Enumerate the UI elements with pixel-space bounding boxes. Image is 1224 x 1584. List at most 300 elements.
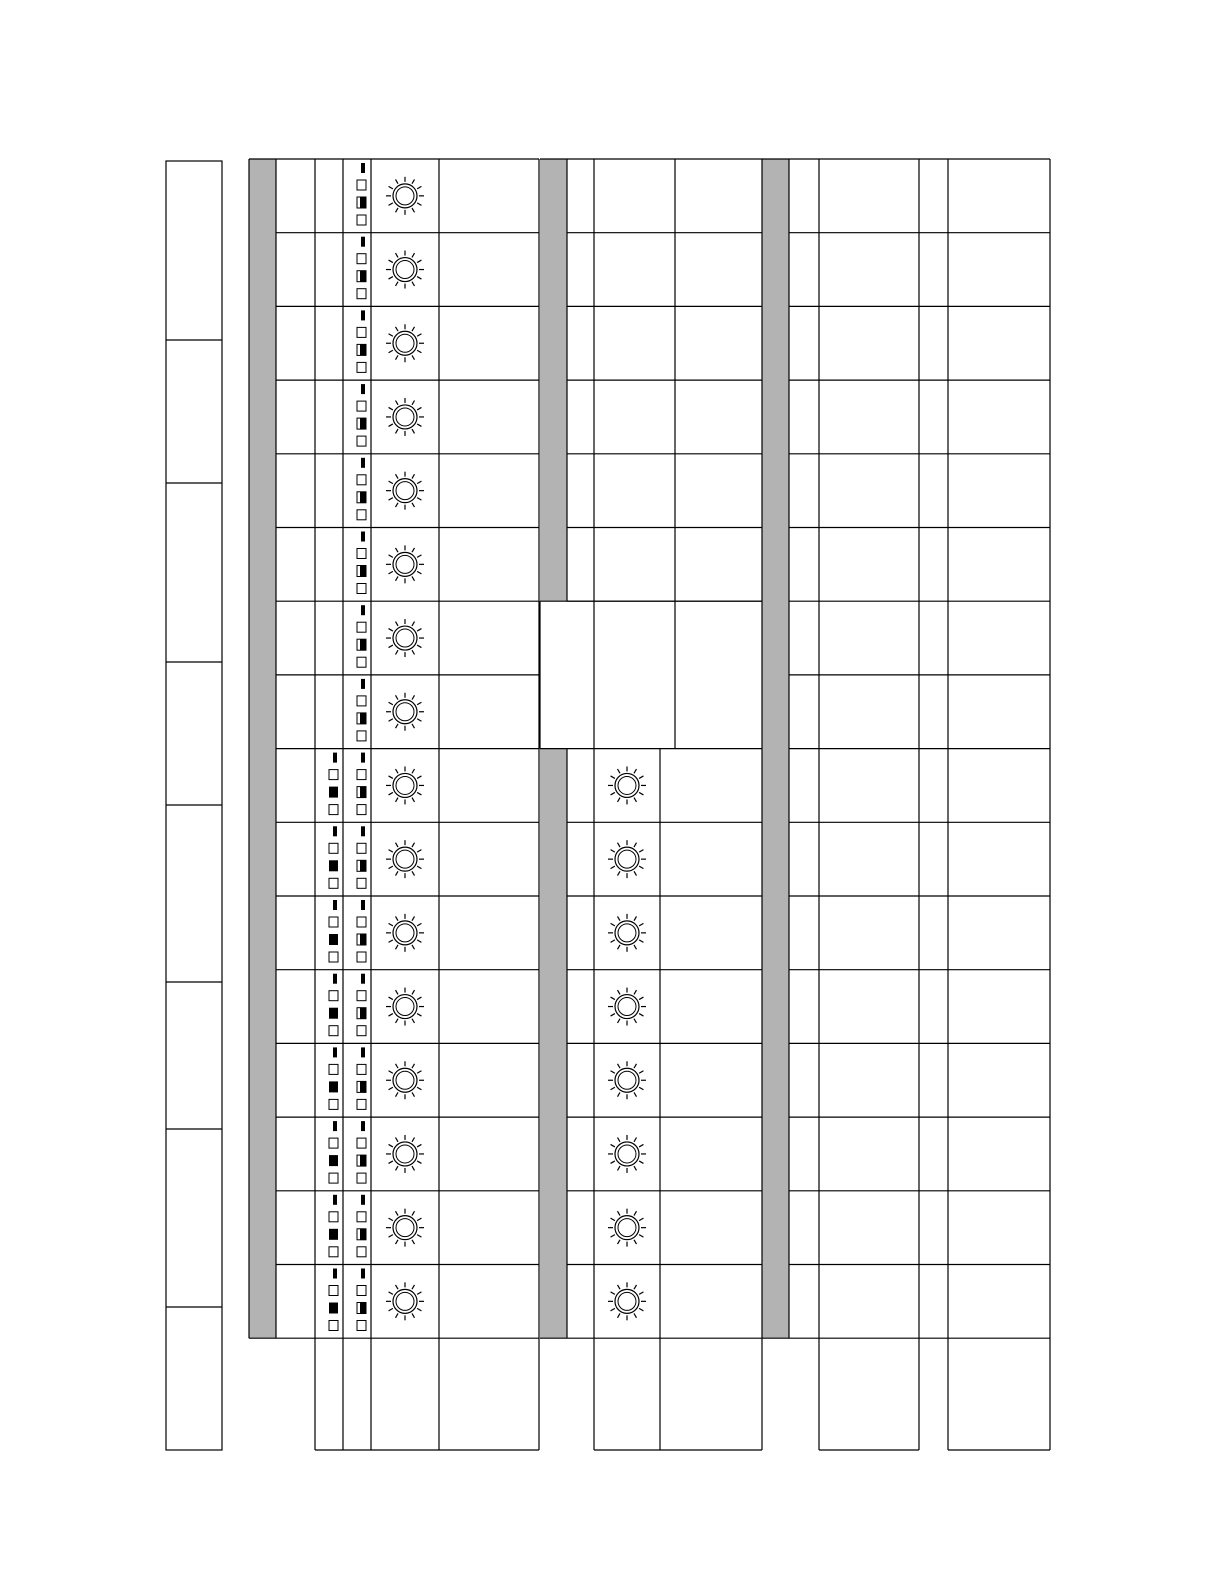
dial-knob-icon (386, 693, 424, 731)
dial-knob-icon (386, 1135, 424, 1173)
knob-tick (396, 622, 399, 626)
dial-knob-icon (386, 324, 424, 362)
knob-face (396, 924, 414, 942)
knob-tick (611, 1308, 615, 1311)
knob-ring (615, 1289, 639, 1313)
pictogram-box (357, 254, 366, 264)
knob-tick (412, 724, 415, 728)
knob-tick (639, 997, 643, 1000)
pictogram-box (357, 327, 366, 337)
level-pictogram-icon (329, 826, 338, 888)
dial-knob-icon (386, 177, 424, 215)
knob-face (396, 850, 414, 868)
knob-tick (412, 798, 415, 802)
knob-tick (412, 179, 415, 183)
knob-face (396, 1292, 414, 1310)
pictogram-block-fill (360, 344, 366, 355)
knob-tick (611, 776, 615, 779)
knob-tick (389, 719, 393, 722)
pictogram-tab (333, 1121, 337, 1131)
level-pictogram-icon (357, 826, 366, 888)
knob-tick (396, 474, 399, 478)
knob-tick (412, 355, 415, 359)
knob-tick (412, 253, 415, 257)
pictogram-box (357, 805, 366, 815)
dial-knob-icon (386, 619, 424, 657)
knob-face (396, 776, 414, 794)
knob-face (396, 334, 414, 352)
knob-ring (393, 700, 417, 724)
pictogram-box (357, 878, 366, 888)
knob-face (396, 1071, 414, 1089)
pictogram-tab (333, 1047, 337, 1057)
knob-tick (618, 1064, 621, 1068)
knob-tick (396, 503, 399, 507)
knob-tick (639, 1144, 643, 1147)
knob-tick (611, 850, 615, 853)
pictogram-box (357, 475, 366, 485)
pictogram-block-fill (360, 566, 366, 577)
knob-tick (396, 945, 399, 949)
knob-tick (417, 260, 421, 263)
knob-tick (412, 400, 415, 404)
knob-tick (639, 850, 643, 853)
knob-tick (396, 843, 399, 847)
knob-ring (393, 258, 417, 282)
knob-tick (417, 498, 421, 501)
knob-face (618, 776, 636, 794)
knob-ring (615, 1068, 639, 1092)
dial-knob-icon (386, 840, 424, 878)
knob-tick (639, 776, 643, 779)
panel-b-shade-upper (540, 159, 567, 601)
pictogram-block-fill (360, 639, 366, 650)
knob-tick (618, 1019, 621, 1023)
knob-ring (393, 921, 417, 945)
pictogram-block-fill (360, 271, 366, 282)
knob-face (618, 1292, 636, 1310)
pictogram-box (329, 878, 338, 888)
knob-tick (417, 776, 421, 779)
knob-tick (417, 277, 421, 280)
level-pictogram-icon (357, 1121, 366, 1183)
level-pictogram-icon (357, 900, 366, 962)
knob-face (618, 924, 636, 942)
knob-tick (618, 1166, 621, 1170)
knob-tick (639, 1292, 643, 1295)
knob-tick (389, 203, 393, 206)
knob-tick (389, 1292, 393, 1295)
pictogram-box (357, 622, 366, 632)
pictogram-box (357, 362, 366, 372)
knob-ring (393, 1216, 417, 1240)
pictogram-tab (361, 1121, 365, 1131)
pictogram-box (357, 696, 366, 706)
pictogram-box (329, 805, 338, 815)
knob-tick (611, 1144, 615, 1147)
knob-tick (389, 424, 393, 427)
knob-tick (417, 792, 421, 795)
knob-tick (389, 645, 393, 648)
level-pictogram-icon (357, 605, 366, 667)
pictogram-box (357, 770, 366, 780)
level-pictogram-icon (329, 1269, 338, 1331)
pictogram-block-fill (360, 934, 366, 945)
knob-tick (389, 571, 393, 574)
knob-face (396, 1145, 414, 1163)
pictogram-box (357, 401, 366, 411)
knob-face (396, 998, 414, 1016)
knob-tick (396, 871, 399, 875)
knob-tick (389, 1161, 393, 1164)
knob-tick (611, 940, 615, 943)
knob-tick (412, 1137, 415, 1141)
knob-tick (639, 1014, 643, 1017)
knob-ring (393, 331, 417, 355)
knob-tick (396, 1166, 399, 1170)
knob-tick (634, 990, 637, 994)
knob-face (618, 1145, 636, 1163)
level-pictogram-icon (357, 532, 366, 594)
knob-tick (634, 1240, 637, 1244)
pictogram-tab (361, 458, 365, 468)
knob-tick (412, 650, 415, 654)
knob-tick (618, 916, 621, 920)
pictogram-block-fill (360, 1155, 366, 1166)
dial-knob-icon (608, 1209, 646, 1247)
knob-tick (611, 923, 615, 926)
knob-tick (639, 923, 643, 926)
knob-tick (634, 769, 637, 773)
knob-tick (417, 407, 421, 410)
level-pictogram-icon (357, 1269, 366, 1331)
knob-tick (417, 424, 421, 427)
knob-face (396, 482, 414, 500)
knob-face (618, 850, 636, 868)
knob-tick (639, 1308, 643, 1311)
pictogram-box (329, 1212, 338, 1222)
dial-knob-icon (386, 914, 424, 952)
pictogram-block-fill (360, 1303, 366, 1314)
pictogram-block (329, 934, 338, 945)
knob-tick (417, 203, 421, 206)
pictogram-box (357, 1286, 366, 1296)
level-pictogram-icon (329, 900, 338, 962)
knob-tick (634, 1137, 637, 1141)
dial-knob-icon (608, 914, 646, 952)
knob-face (618, 1071, 636, 1089)
pictogram-tab (361, 1269, 365, 1279)
knob-face (396, 261, 414, 279)
knob-tick (634, 1285, 637, 1289)
knob-tick (389, 1218, 393, 1221)
pictogram-box (357, 549, 366, 559)
knob-tick (634, 1166, 637, 1170)
knob-tick (389, 1308, 393, 1311)
panel-a-shade (249, 159, 276, 1338)
knob-ring (393, 1289, 417, 1313)
knob-tick (396, 576, 399, 580)
pictogram-tab (361, 679, 365, 689)
knob-tick (611, 997, 615, 1000)
knob-tick (634, 1092, 637, 1096)
knob-ring (615, 921, 639, 945)
pictogram-tab (361, 163, 365, 173)
knob-tick (417, 997, 421, 1000)
knob-tick (611, 1292, 615, 1295)
pictogram-tab (361, 237, 365, 247)
level-pictogram-icon (329, 1121, 338, 1183)
knob-tick (611, 792, 615, 795)
knob-tick (396, 1064, 399, 1068)
pictogram-box (357, 289, 366, 299)
pictogram-box (357, 843, 366, 853)
knob-tick (396, 1019, 399, 1023)
knob-tick (417, 645, 421, 648)
pictogram-box (329, 1099, 338, 1109)
pictogram-tab (333, 1269, 337, 1279)
knob-tick (417, 334, 421, 337)
dial-knob-icon (608, 1061, 646, 1099)
level-pictogram-icon (329, 974, 338, 1036)
pictogram-box (357, 917, 366, 927)
pictogram-block-fill (360, 787, 366, 798)
level-pictogram-icon (357, 974, 366, 1036)
knob-tick (417, 719, 421, 722)
knob-tick (396, 1137, 399, 1141)
level-pictogram-icon (357, 237, 366, 299)
level-pictogram-icon (357, 753, 366, 815)
knob-tick (396, 429, 399, 433)
knob-tick (417, 702, 421, 705)
pictogram-block-fill (360, 713, 366, 724)
knob-tick (412, 1285, 415, 1289)
pictogram-block (329, 1008, 338, 1019)
pictogram-box (357, 1026, 366, 1036)
knob-tick (634, 798, 637, 802)
knob-tick (412, 282, 415, 286)
knob-tick (618, 1285, 621, 1289)
pictogram-box (357, 952, 366, 962)
knob-tick (634, 945, 637, 949)
pictogram-tab (333, 753, 337, 763)
knob-tick (412, 945, 415, 949)
level-pictogram-icon (357, 1195, 366, 1257)
dial-knob-icon (608, 1135, 646, 1173)
knob-ring (615, 773, 639, 797)
level-pictogram-icon (357, 310, 366, 372)
knob-tick (396, 650, 399, 654)
knob-tick (611, 866, 615, 869)
knob-tick (417, 850, 421, 853)
dial-knob-icon (386, 1061, 424, 1099)
left-label-strip (166, 161, 222, 1450)
form-grid (249, 159, 1050, 1450)
knob-tick (412, 1064, 415, 1068)
knob-tick (618, 843, 621, 847)
pictogram-tab (361, 1195, 365, 1205)
pictogram-box (357, 1247, 366, 1257)
knob-tick (389, 1235, 393, 1238)
knob-tick (412, 990, 415, 994)
knob-tick (417, 940, 421, 943)
pictogram-tab (361, 310, 365, 320)
knob-tick (618, 798, 621, 802)
level-pictogram-icon (357, 679, 366, 741)
knob-tick (396, 1285, 399, 1289)
knob-tick (389, 923, 393, 926)
pictogram-box (357, 1064, 366, 1074)
knob-tick (618, 945, 621, 949)
knob-ring (615, 847, 639, 871)
knob-tick (639, 1071, 643, 1074)
knob-tick (634, 871, 637, 875)
knob-tick (611, 1014, 615, 1017)
knob-tick (634, 916, 637, 920)
form-icons (329, 163, 646, 1331)
knob-tick (618, 769, 621, 773)
pictogram-box (329, 770, 338, 780)
knob-tick (417, 186, 421, 189)
knob-tick (389, 792, 393, 795)
knob-tick (417, 1144, 421, 1147)
knob-tick (389, 481, 393, 484)
level-pictogram-icon (357, 163, 366, 225)
knob-face (396, 408, 414, 426)
knob-tick (389, 260, 393, 263)
knob-tick (417, 1235, 421, 1238)
knob-face (618, 1219, 636, 1237)
knob-tick (412, 843, 415, 847)
dial-knob-icon (386, 472, 424, 510)
knob-tick (389, 1071, 393, 1074)
knob-tick (389, 555, 393, 558)
knob-tick (396, 1240, 399, 1244)
pictogram-box (329, 843, 338, 853)
knob-tick (618, 1092, 621, 1096)
dial-knob-icon (608, 1282, 646, 1320)
pictogram-block (329, 1303, 338, 1314)
knob-tick (412, 429, 415, 433)
pictogram-box (357, 1099, 366, 1109)
pictogram-block (329, 1155, 338, 1166)
pictogram-box (329, 1064, 338, 1074)
knob-face (396, 629, 414, 647)
pictogram-block-fill (360, 418, 366, 429)
knob-tick (618, 990, 621, 994)
pictogram-box (357, 180, 366, 190)
knob-tick (412, 1240, 415, 1244)
knob-tick (417, 1161, 421, 1164)
knob-ring (393, 1142, 417, 1166)
level-pictogram-icon (329, 1047, 338, 1109)
knob-tick (417, 555, 421, 558)
pictogram-tab (333, 1195, 337, 1205)
knob-tick (389, 1144, 393, 1147)
knob-tick (634, 843, 637, 847)
knob-tick (396, 327, 399, 331)
pictogram-box (357, 731, 366, 741)
level-pictogram-icon (357, 384, 366, 446)
dial-knob-icon (386, 1282, 424, 1320)
knob-tick (634, 1064, 637, 1068)
pictogram-box (329, 1247, 338, 1257)
knob-tick (412, 208, 415, 212)
pictogram-box (357, 215, 366, 225)
pictogram-tab (361, 532, 365, 542)
knob-tick (417, 1087, 421, 1090)
knob-tick (389, 186, 393, 189)
pictogram-block (329, 860, 338, 871)
knob-face (396, 1219, 414, 1237)
knob-tick (611, 1235, 615, 1238)
knob-tick (639, 866, 643, 869)
dial-knob-icon (386, 1209, 424, 1247)
panel-c-shade (762, 159, 789, 1338)
knob-tick (417, 481, 421, 484)
knob-tick (639, 1161, 643, 1164)
knob-tick (412, 1166, 415, 1170)
pictogram-tab (361, 974, 365, 984)
knob-tick (389, 1014, 393, 1017)
knob-tick (396, 400, 399, 404)
knob-tick (396, 208, 399, 212)
pictogram-box (357, 657, 366, 667)
knob-face (396, 187, 414, 205)
dial-knob-icon (386, 766, 424, 804)
knob-tick (417, 1014, 421, 1017)
knob-tick (412, 503, 415, 507)
knob-tick (412, 474, 415, 478)
knob-tick (618, 1211, 621, 1215)
pictogram-block-fill (360, 1081, 366, 1092)
pictogram-tab (361, 753, 365, 763)
level-pictogram-icon (357, 1047, 366, 1109)
knob-tick (611, 1161, 615, 1164)
pictogram-tab (333, 826, 337, 836)
knob-ring (393, 995, 417, 1019)
knob-tick (396, 253, 399, 257)
knob-tick (389, 629, 393, 632)
knob-tick (412, 327, 415, 331)
pictogram-box (357, 584, 366, 594)
knob-face (396, 703, 414, 721)
knob-tick (639, 1087, 643, 1090)
knob-tick (389, 334, 393, 337)
pictogram-box (357, 1212, 366, 1222)
knob-ring (393, 626, 417, 650)
knob-ring (615, 995, 639, 1019)
knob-ring (393, 1068, 417, 1092)
knob-tick (618, 1137, 621, 1141)
knob-tick (396, 916, 399, 920)
knob-tick (389, 350, 393, 353)
knob-tick (389, 407, 393, 410)
knob-tick (396, 179, 399, 183)
knob-tick (396, 798, 399, 802)
pictogram-box (329, 1321, 338, 1331)
pictogram-tab (361, 826, 365, 836)
pictogram-box (329, 917, 338, 927)
pictogram-block-fill (360, 197, 366, 208)
knob-tick (639, 1235, 643, 1238)
knob-tick (412, 1313, 415, 1317)
knob-ring (393, 184, 417, 208)
knob-tick (417, 1308, 421, 1311)
knob-tick (389, 702, 393, 705)
knob-tick (389, 850, 393, 853)
knob-tick (389, 776, 393, 779)
